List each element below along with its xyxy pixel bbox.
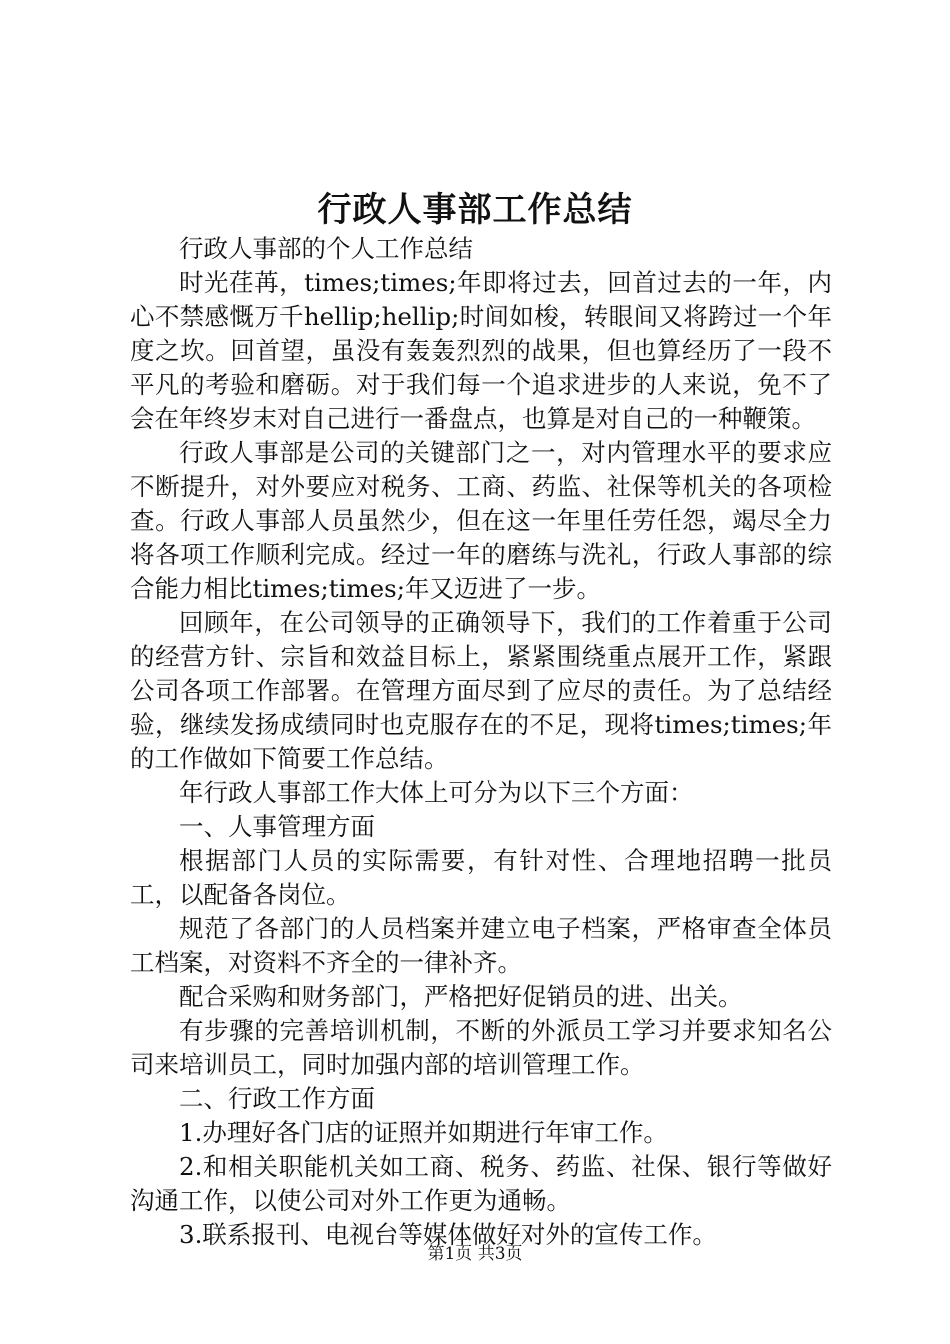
section-heading-admin: 二、行政工作方面	[179, 1084, 375, 1113]
paragraph-admin-media: 3.联系报刊、电视台等媒体做好对外的宣传工作。	[179, 1220, 717, 1249]
paragraph-hr-promoter: 配合采购和财务部门，严格把好促销员的进、出关。	[179, 982, 743, 1011]
paragraph-admin-license: 1.办理好各门店的证照并如期进行年审工作。	[179, 1118, 668, 1147]
paragraph-subtitle: 行政人事部的个人工作总结	[179, 234, 473, 263]
paragraph-review: 回顾年，在公司领导的正确领导下，我们的工作着重于公司的经营方针、宗旨和效益目标上，紧紧围绕重点展开工作，紧跟公司各项工作部署。在管理方面尽到了应尽的责任。为了总结经验，继续发扬成绩同时也克服存在的不足，现将times;times;年的工作做如下简要工作总结。	[130, 608, 832, 773]
paragraph-hr-training: 有步骤的完善培训机制，不断的外派员工学习并要求知名公司来培训员工，同时加强内部的培训管理工作。	[130, 1016, 832, 1079]
paragraph-hr-recruit: 根据部门人员的实际需要，有针对性、合理地招聘一批员工，以配备各岗位。	[130, 846, 832, 909]
paragraph-intro: 时光荏苒，times;times;年即将过去，回首过去的一年，内心不禁感慨万千hellip;hellip;时间如梭，转眼间又将跨过一个年度之坎。回首望，虽没有轰轰烈烈的战果，但也算经历了一段不平凡的考验和磨砺。对于我们每一个追求进步的人来说，免不了会在年终岁末对自己进行一番盘点，也算是对自己的一种鞭策。	[130, 268, 832, 433]
page-number: 第1页 共3页	[427, 1244, 523, 1264]
paragraph-department: 行政人事部是公司的关键部门之一，对内管理水平的要求应不断提升，对外要应对税务、工商、药监、社保等机关的各项检查。行政人事部人员虽然少，但在这一年里任劳任怨，竭尽全力将各项工作顺利完成。经过一年的磨练与洗礼，行政人事部的综合能力相比times;times;年又迈进了一步。	[130, 438, 832, 603]
document-title: 行政人事部工作总结	[317, 190, 633, 230]
document-body	[130, 232, 832, 1252]
paragraph-hr-archive: 规范了各部门的人员档案并建立电子档案，严格审查全体员工档案，对资料不齐全的一律补齐。	[130, 914, 832, 977]
paragraph-admin-communication: 2.和相关职能机关如工商、税务、药监、社保、银行等做好沟通工作，以使公司对外工作更为通畅。	[130, 1152, 832, 1215]
paragraph-overview: 年行政人事部工作大体上可分为以下三个方面：	[179, 778, 694, 807]
section-heading-hr: 一、人事管理方面	[179, 812, 375, 841]
